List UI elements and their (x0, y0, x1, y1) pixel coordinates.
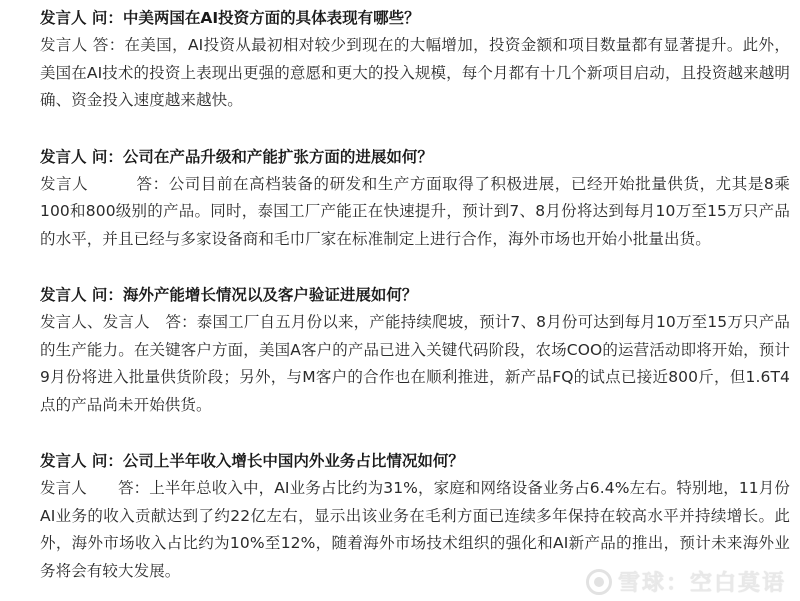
answer-text: 发言人 答：公司目前在高档装备的研发和生产方面取得了积极进展，已经开始批量供货，尤其是8乘100和800级别的产品。同时，泰国工厂产能正在快速提升，预计到7、8月份将达到每月10万至15万只产品的水平，并且已经与多家设备商和毛巾厂家在标准制定上进行合作，海外市场也开始小批量出货。 (40, 174, 790, 248)
question-text: 发言人 问：公司在产品升级和产能扩张方面的进展如何？ (40, 147, 433, 166)
question-text: 发言人 问：中美两国在AI投资方面的具体表现有哪些？ (40, 9, 420, 27)
answer-text: 发言人 答：在美国，AI投资从最初相对较少到现在的大幅增加，投资金额和项目数量都有显著提升。此外，美国在AI技术的投资上表现出更强的意愿和更大的投入规模，每个月都有十几个新项目启动，且投资越来越明确、资金投入速度越来越快。 (40, 36, 790, 109)
qa-block-1 (40, 4, 790, 115)
watermark-text: 雪球：空白莫语 (617, 571, 786, 596)
answer-text: 发言人 答：上半年总收入中，AI业务占比约为31%，家庭和网络设备业务占6.4%左右。特别地，11月份AI业务的收入贡献达到了约22亿左右，显示出该业务在毛利方面已连续多年保持在较高水平并持续增长。此外，海外市场收入占比约为10%至12%，随着海外市场技术组织的强化和AI新产品的推出，预计未来海外业务将会有较大发展。 (40, 479, 790, 580)
qa-block-3 (40, 281, 790, 419)
qa-block-2 (40, 143, 790, 254)
question-text: 发言人 问：公司上半年收入增长中国内外业务占比情况如何？ (40, 452, 464, 470)
question-text: 发言人 问：海外产能增长情况以及客户验证进展如何？ (40, 286, 418, 304)
qa-block-4 (40, 447, 790, 585)
answer-text: 发言人、发言人 答：泰国工厂自五月份以来，产能持续爬坡，预计7、8月份可达到每月10万至15万只产品的生产能力。在关键客户方面，美国A客户的产品已进入关键代码阶段，农场COO的运营活动即将开始，预计9月份将进入批量供货阶段；另外，与M客户的合作也在顺利推进，新产品FQ的试点已接近800斤，但1.6T4点的产品尚未开始供货。 (40, 313, 790, 414)
